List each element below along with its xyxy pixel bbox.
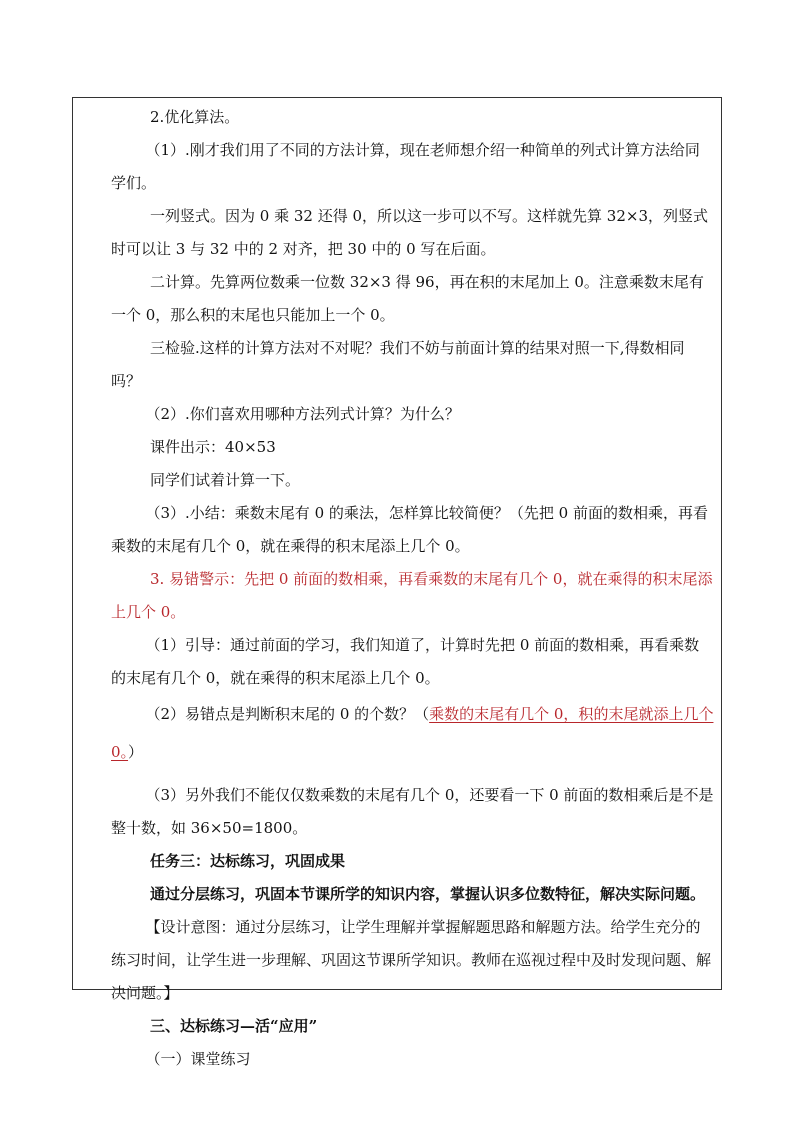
error-warning: 3. 易错警示：先把 0 前面的数相乘，再看乘数的末尾有几个 0，就在乘得的积末尾添上几个 0。 (111, 570, 713, 621)
task-three-heading: 任务三：达标练习，巩固成果 (150, 852, 346, 870)
design-intent: 【设计意图：通过分层练习，让学生理解并掌握解题思路和解题方法。给学生充分的练习时间，让学生进一步理解、巩固这节课所学知识。教师在巡视过程中及时发现问题、解决问题。】 (111, 918, 712, 1002)
lesson-content (111, 98, 714, 1076)
note-3: （3）另外我们不能仅仅数乘数的末尾有几个 0，还要看一下 0 前面的数相乘后是不是整十数，如 36×50=1800。 (111, 786, 714, 837)
paragraph-check: 三检验.这样的计算方法对不对呢？我们不妨与前面计算的结果对照一下,得数相同吗？ (111, 339, 685, 390)
paragraph-compute: 二计算。先算两位数乘一位数 32×3 得 96，再在积的末尾加上 0。注意乘数末尾有一个 0，那么积的末尾也只能加上一个 0。 (111, 273, 704, 324)
spacer (111, 771, 714, 779)
error-point-2 (111, 695, 714, 771)
classroom-practice: （一）课堂练习 (145, 1050, 251, 1068)
section-three-heading: 三、达标练习—活“应用” (150, 1017, 318, 1035)
heading-optimize: 2.优化算法。 (150, 108, 240, 126)
error-point-close: ） (128, 743, 144, 761)
task-three-goal: 通过分层练习，巩固本节课所学的知识内容，掌握认识多位数特征，解决实际问题。 (150, 885, 706, 903)
courseware-example: 课件出示：40×53 (150, 438, 276, 456)
guide-1: （1）引导：通过前面的学习，我们知道了，计算时先把 0 前面的数相乘，再看乘数的末尾有几个 0，就在乘得的积末尾添上几个 0。 (111, 636, 700, 687)
error-point-text: （2）易错点是判断积末尾的 0 的个数？（ (145, 705, 430, 723)
try-calculate: 同学们试着计算一下。 (150, 471, 301, 489)
error-point-answer: 乘数的末尾有几个 0，积的末尾就添上几个 0。 (111, 705, 714, 761)
table-cell-frame (72, 97, 722, 1068)
paragraph-column: 一列竖式。因为 0 乘 32 还得 0，所以这一步可以不写。这样就先算 32×3，列竖式时可以让 3 与 32 中的 2 对齐，把 30 中的 0 写在后面。 (111, 207, 708, 258)
summary-3: （3）.小结：乘数末尾有 0 的乘法，怎样算比较简便？（先把 0 前面的数相乘，再看乘数的末尾有几个 0，就在乘得的积末尾添上几个 0。 (111, 504, 708, 555)
paragraph-1: （1）.刚才我们用了不同的方法计算，现在老师想介绍一种简单的列式计算方法给同学们。 (111, 141, 700, 192)
paragraph-question-2: （2）.你们喜欢用哪种方法列式计算？为什么？ (145, 405, 460, 423)
